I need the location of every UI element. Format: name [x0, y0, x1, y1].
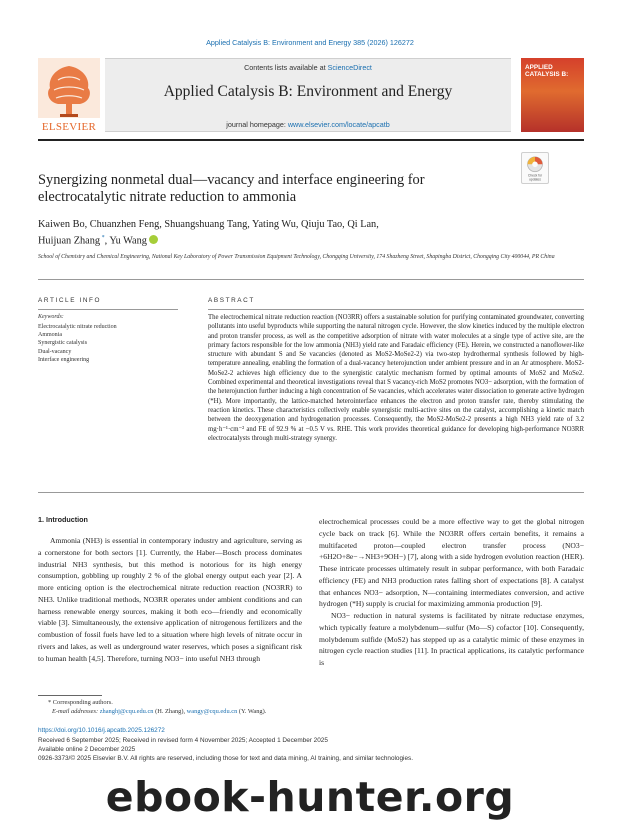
keyword-item: Ammonia — [38, 332, 62, 339]
copyright-notice: 0926-3373/© 2025 Elsevier B.V. All rights are reserved, including those for text and data mining, AI training, and similar technologies. — [38, 754, 413, 762]
abstract-text: The electrochemical nitrate reduction reaction (NO3RR) offers a sustainable solution for purifying contaminated groundwater, converting pollutants into useful byproducts while supporting the natural nitrogen cycle. However, the slow kinetics induced by the multiple electron and proton transfer process, as well as the competitive adsorption of nitrate with water molecules at a single type of active site, are the primary factors responsible for the low ammonia (NH3) yield rate and Faradaic efficiency (FE). Herein, we constructed a nanoflower-like structure with abundant S and Se vacancies (denoted as MoS2-MoSe2-2) via two-step hydrothermal synthesis followed by high-temperature annealing, enabling the formation of a dual-vacancy heterojunction under ambient pressure and in an Ar atmosphere. MoS2-MoSe2-2 achieves high efficiency due to the synergistic catalytic mechanism formed by optimal amounts of MoS2 and MoSe2. Combined experimental and theoretical investigations reveal that S vacancy-rich MoS2 promotes NO3− adsorption, with the formation of the heterojunction further inducing a high concentration of Se vacancies, which accelerates water dissociation to generate active hydrogen (*H). More importantly, the lattice-matched heterointerface enhances the electron and proton transfer rate, thereby stimulating the reaction kinetics. These characteristics collectively enable synergistic multi-active sites on the catalyst, accomplishing a kinetic match between the deoxygenation and hydrogenation processes. Consequently, the MoS2-MoSe2-2 presents a high NH3 yield rate of 3.2 mg·h⁻¹·cm⁻² and FE of 92.9 % at −0.5 V vs. RHE. This work provides theoretical guidance for developing high-performance NO3RR electrocatalysts through multi-strategy synergy. — [208, 314, 584, 442]
homepage-link[interactable]: www.elsevier.com/locate/apcatb — [287, 120, 390, 129]
received-dates: Received 6 September 2025; Received in revised form 4 November 2025; Accepted 1 December 2025 — [38, 737, 328, 744]
author-yu-wang: , Yu Wang — [104, 235, 147, 247]
intro-paragraph-1: Ammonia (NH3) is essential in contemporary industry and agriculture, serving as a cornerstone for both sectors [1]. Currently, the Haber—Bosch process dominates industrial NH3 synthesis, but this method is notorious for its high energy consumption, gobbling up roughly 2 % of the global energy output each year [2]. A more enticing option is the electrochemical nitrate reduction reaction (NO3RR) to NH3. Unlike traditional methods, NO3RR operates under ambient conditions and can harness renewable energy sources, making it both eco—friendly and economically viable [3]. Simultaneously, the extensive application of nitrogenous fertilizers and the combustion of fossil fuels have led to a situation where high levels of nitrate occur in rivers and lakes, as well as underground water reserves, which poses a significant risk to human health [4,5]. Therefore, turning NO3− into useful NH3 through — [38, 536, 302, 663]
author-huijuan-zhang: Huijuan Zhang — [38, 235, 101, 247]
section-rule — [38, 279, 584, 280]
doi-link[interactable]: https://doi.org/10.1016/j.apcatb.2025.126272 — [38, 727, 165, 734]
corresponding-authors-note: * Corresponding authors. — [48, 699, 113, 706]
article-title-line-1: Synergizing nonmetal dual—vacancy and interface engineering for — [38, 172, 425, 188]
intro-paragraph-2: NO3− reduction in natural systems is facilitated by nitrate reductase enzymes, which typically feature a molybdenum—sulfur (Mo—S) cofactor [10]. Consequently, molybdenum sulfide (MoS2) has stepped up as a catalytic mimic of these enzymes in nitrogen cycle reaction studies [11]. In practical applications, its catalytic performance is — [319, 611, 584, 667]
keyword-item: Electrocatalytic nitrate reduction — [38, 324, 117, 330]
watermark: ebook-hunter.org — [105, 773, 515, 821]
keyword-item: Interface engineering — [38, 356, 90, 363]
contents-line — [105, 63, 511, 72]
authors-line-2 — [38, 232, 584, 248]
authors-line-1: Kaiwen Bo, Chuanzhen Feng, Shuangshuang Tang, Yating Wu, Qiuju Tao, Qi Lan, — [38, 219, 379, 230]
body-column-right — [319, 516, 584, 669]
svg-text:Check for: Check for — [527, 173, 543, 178]
emails-label: E-mail addresses: — [52, 708, 100, 715]
journal-homepage — [105, 120, 511, 129]
check-for-updates-icon[interactable] — [521, 152, 549, 184]
abstract-rule — [208, 309, 584, 310]
article-info-rule — [38, 309, 178, 310]
journal-reference[interactable]: Applied Catalysis B: Environment and Energy 385 (2026) 126272 — [206, 38, 414, 47]
keyword-item: Synergistic catalysis — [38, 340, 88, 347]
journal-cover-title: APPLIED CATALYSIS B: — [525, 64, 569, 78]
keyword-list — [38, 323, 188, 364]
sciencedirect-link[interactable]: ScienceDirect — [327, 63, 372, 72]
article-title — [38, 172, 508, 206]
article-title-line-2: electrocatalytic nitrate reduction to ammonia — [38, 189, 297, 205]
affiliation: School of Chemistry and Chemical Engineering, National Key Laboratory of Power Transmission Equipment Technology, Chongqing University, 174 Shazheng Street, Shapingba District, Chongqing City 400044, PR China — [38, 254, 555, 260]
contents-prefix: Contents lists available at — [244, 63, 328, 72]
header-rule — [38, 139, 584, 141]
available-online: Available online 2 December 2025 — [38, 745, 136, 753]
email-owner-wang: (Y. Wang). — [237, 708, 267, 715]
email-link-wang[interactable]: wangy@cqu.edu.cn — [186, 708, 238, 715]
introduction-heading: 1. Introduction — [38, 515, 88, 524]
email-link-zhang[interactable]: zhanghj@cqu.edu.cn — [99, 708, 154, 715]
email-owner-zhang: (H. Zhang), — [153, 708, 187, 715]
abstract-heading: ABSTRACT — [208, 297, 255, 304]
orcid-icon[interactable] — [149, 235, 158, 244]
keyword-item: Dual-vacancy — [38, 348, 72, 355]
journal-title: Applied Catalysis B: Environment and Energy — [163, 83, 453, 100]
corresponding-author-mark[interactable]: * — [100, 234, 105, 241]
elsevier-wordmark: ELSEVIER — [41, 121, 97, 133]
homepage-prefix: journal homepage: — [226, 120, 288, 129]
body-column-left — [38, 535, 302, 664]
email-addresses — [52, 708, 266, 715]
keywords-label: Keywords: — [38, 314, 64, 320]
intro-paragraph-1-continued: electrochemical processes could be a more effective way to get the global nitrogen cycle back on track [6]. While the NO3RR offers certain benefits, it remains a multifaceted proton—coupled electron transfer process (NO3−+6H2O+8e−→NH3+9OH−) [7], along with a side hydrogen evolution reaction (HER). These intricate processes ultimately result in subpar performance, with both Faradaic efficiency (FE) and NH3 production rates falling short of expectations [8]. A catalyst that enhances NO3− adsorption, N—containing intermediates conversion, and active hydrogen (*H) supply is crucial for maximizing ammonia production [9]. — [319, 517, 584, 609]
svg-text:updates: updates — [529, 177, 541, 182]
body-rule — [38, 492, 584, 493]
author-list — [38, 218, 584, 248]
article-info-heading: ARTICLE INFO — [38, 297, 102, 304]
publication-dates — [38, 737, 413, 763]
footnote-rule — [38, 695, 102, 696]
